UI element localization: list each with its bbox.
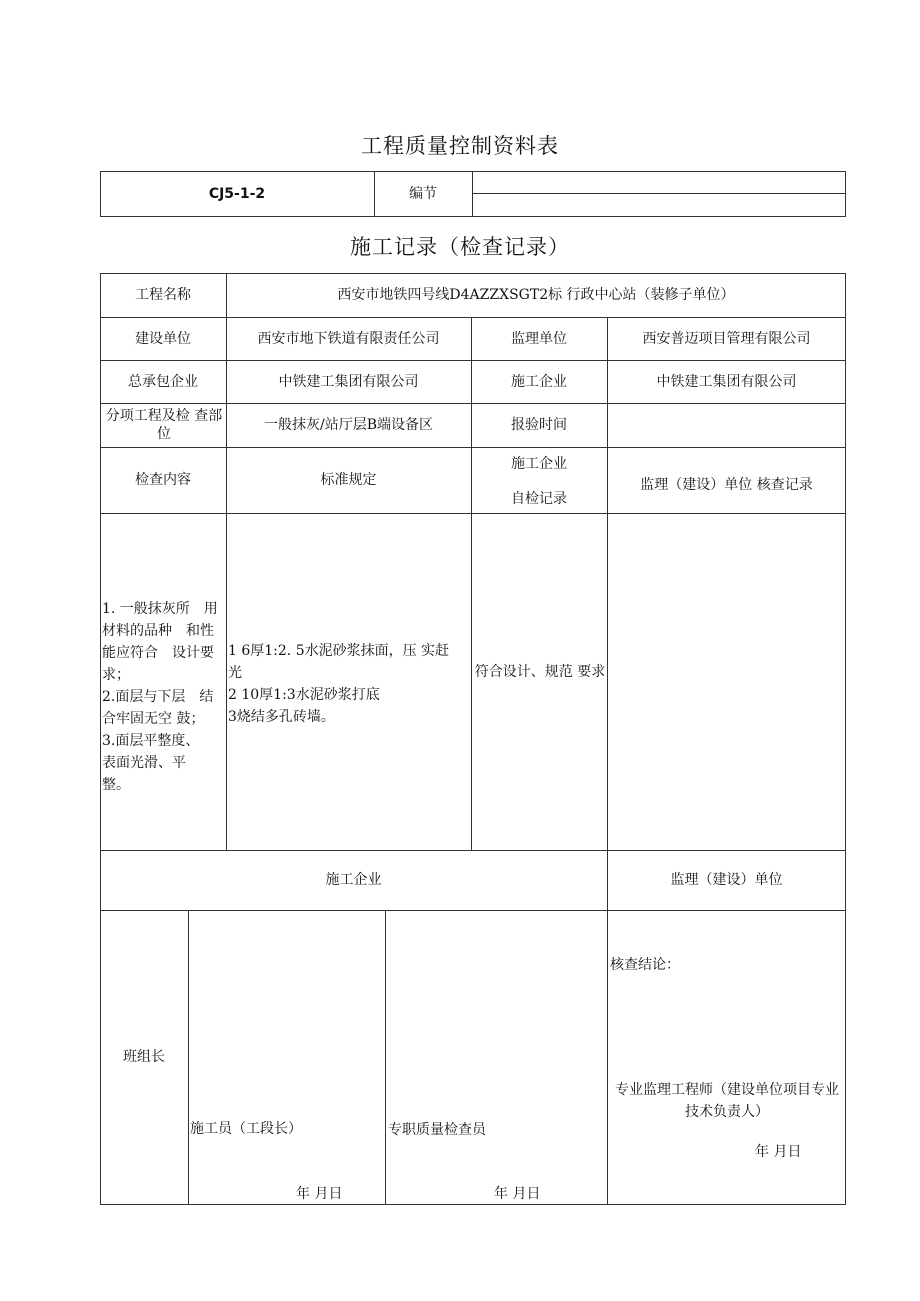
self-check-header: [471, 447, 607, 513]
divider: [385, 910, 386, 1205]
quality-inspector-label: 专职质量检查员: [388, 1122, 486, 1138]
section-field-1[interactable]: [473, 172, 845, 193]
report-time-value[interactable]: [607, 403, 846, 447]
inspector-date: 年 月日: [494, 1186, 541, 1202]
construction-label: 施工企业: [511, 373, 567, 390]
contractor-value: 中铁建工集团有限公司: [278, 373, 419, 390]
divider: [188, 910, 189, 1205]
constructor-label: 施工员（工段长）: [190, 1121, 302, 1137]
check-content-line: 3.面层平整度、: [102, 733, 200, 749]
section-field-2[interactable]: [473, 194, 845, 216]
standard-line: 1 6厚1:2. 5水泥砂浆抹面，压 实赶: [228, 643, 450, 659]
team-leader-label: 班组长: [123, 1049, 165, 1065]
form-subtitle: 施工记录（检查记录）: [350, 235, 570, 259]
constructor-date: 年 月日: [296, 1186, 343, 1202]
supervisor-value: 西安普迈项目管理有限公司: [642, 330, 811, 347]
subitem-value: 一般抹灰/站厅层B端设备区: [263, 417, 433, 433]
check-content-line: 材料的品种 和性: [102, 623, 214, 639]
divider: [100, 910, 846, 911]
check-content-line: 求；: [102, 667, 130, 683]
standard-line: 2 10厚1:3水泥砂浆打底: [228, 687, 380, 703]
check-standard: [228, 640, 468, 728]
supervising-engineer-label: 专业监理工程师（建设单位项目专业技术负责人）: [615, 1082, 839, 1120]
project-name-value: 西安市地铁四号线D4AZZXSGT2标 行政中心站（装修子单位）: [337, 287, 735, 303]
project-name-label: 工程名称: [135, 287, 191, 303]
construction-value: 中铁建工集团有限公司: [656, 373, 797, 390]
check-content-line: 能应符合 设计要: [102, 645, 214, 661]
self-check-result: 符合设计、规范 要求: [474, 664, 606, 680]
check-content-line: 1. 一般抹灰所 用: [102, 601, 218, 617]
check-content-line: 2.面层与下层 结: [102, 689, 214, 705]
standard-line: 光: [228, 665, 242, 681]
builder-value: 西安市地下铁道有限责任公司: [257, 330, 440, 347]
supervision-sign-header: 监理（建设）单位: [670, 872, 783, 888]
builder-label: 建设单位: [135, 330, 191, 347]
form-code: CJ5-1-2: [208, 186, 266, 202]
self-check-header-line2: 自检记录: [511, 491, 567, 507]
form-title: 工程质量控制资料表: [361, 134, 559, 158]
divider: [100, 513, 846, 514]
standard-line: 3烧结多孔砖墙。: [228, 709, 335, 725]
supervision-date: 年 月日: [755, 1144, 802, 1160]
check-content: [102, 598, 226, 796]
section-label: 编节: [409, 186, 437, 202]
contractor-label: 总承包企业: [128, 373, 198, 390]
check-content-line: 表面光滑、平 整。: [102, 755, 200, 793]
standard-header: 标准规定: [320, 472, 377, 488]
self-check-header-line1: 施工企业: [511, 456, 567, 472]
construction-sign-header: 施工企业: [325, 872, 382, 888]
content-header: 检查内容: [135, 472, 191, 488]
subitem-label: 分项工程及检 查部位: [105, 408, 223, 442]
check-content-line: 合牢固无空 鼓；: [102, 711, 205, 727]
report-time-label: 报验时间: [511, 417, 567, 433]
conclusion-label: 核查结论：: [610, 957, 680, 973]
supervisor-label: 监理单位: [511, 330, 567, 347]
supervision-record-header: 监理（建设）单位 核查记录: [640, 477, 813, 493]
